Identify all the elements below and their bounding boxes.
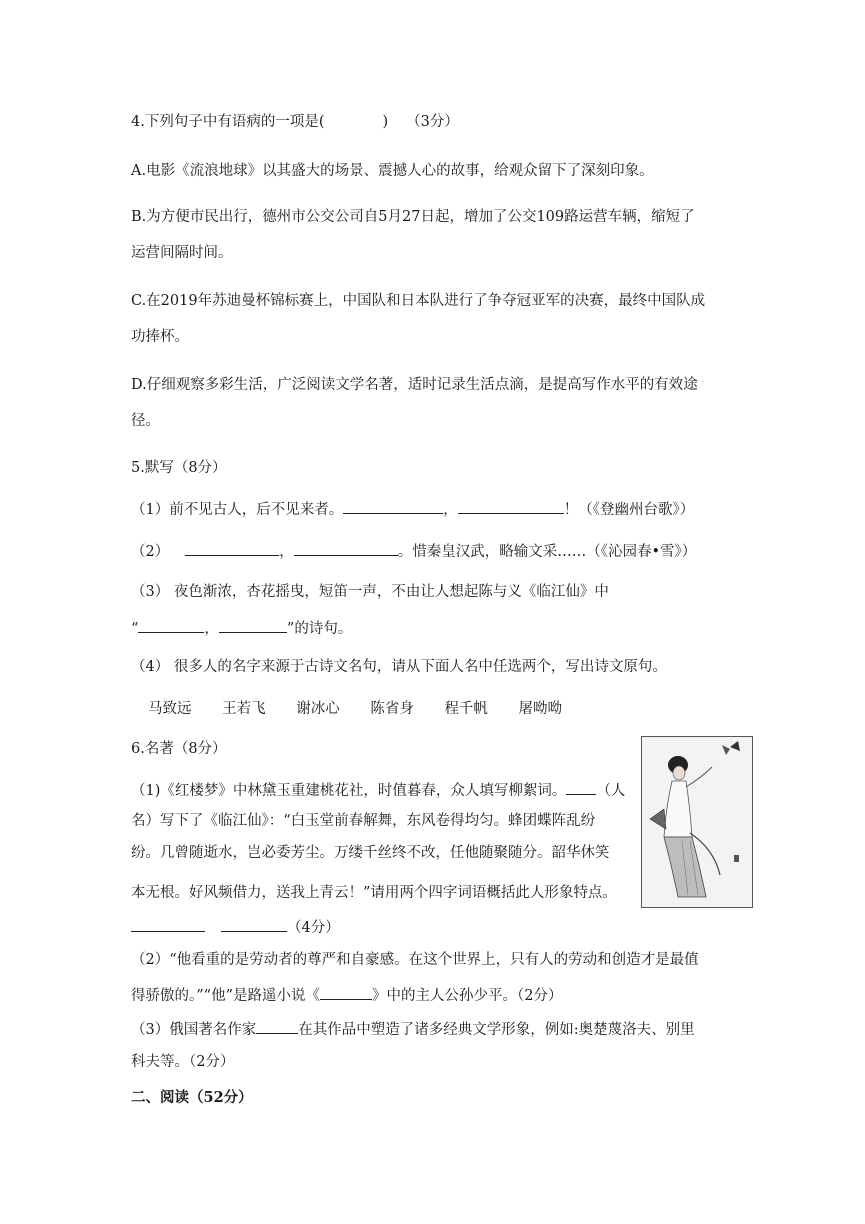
q5-title: 5.默写（8分） xyxy=(131,460,227,476)
q4-title-text: 4.下列句子中有语病的一项是( xyxy=(131,114,325,130)
q5-item4: （4） 很多人的名字来源于古诗文名句，请从下面人名中任选两个，写出诗文原句。 xyxy=(131,659,667,675)
q5-item3-blank1[interactable] xyxy=(138,618,204,633)
q5-item3-line2 xyxy=(131,618,352,639)
name-item: 王若飞 xyxy=(222,701,266,717)
q6-title: 6.名著（8分） xyxy=(131,741,227,757)
q5-item2-label: （2） xyxy=(131,544,170,560)
q5-item2 xyxy=(131,541,696,562)
q6-p3-line1 xyxy=(131,1019,695,1040)
q6-p1-line1 xyxy=(131,780,625,801)
q6-p1-text-end: （人 xyxy=(596,783,626,799)
q5-item1-blank1[interactable] xyxy=(343,499,443,514)
q6-p1-line5 xyxy=(131,917,340,938)
q5-item3-line1: （3） 夜色渐浓，杏花摇曳，短笛一声，不由让人想起陈与义《临江仙》中 xyxy=(131,584,609,600)
q5-names-list xyxy=(148,699,588,719)
q5-item1-blank2[interactable] xyxy=(458,499,564,514)
q5-item1 xyxy=(131,499,694,520)
q6-p1-score: （4分） xyxy=(287,920,340,936)
name-item: 谢冰心 xyxy=(296,701,340,717)
q4-title-close: ) xyxy=(382,114,389,130)
name-item: 程千帆 xyxy=(444,701,488,717)
q6-p3-tail: 在其作品中塑造了诸多经典文学形象，例如:奥楚蔑洛夫、别里 xyxy=(298,1022,695,1038)
q6-p1-trait-blank1[interactable] xyxy=(131,917,205,932)
q5-item2-source: 。惜秦皇汉武，略输文采……（《沁园春•雪》） xyxy=(397,544,697,560)
q4-option-c-line1: C.在2019年苏迪曼杯锦标赛上，中国队和日本队进行了争夺冠亚军的决赛，最终中国队成 xyxy=(131,293,706,309)
q6-p1-line3: 纷。几曾随逝水，岂必委芳尘。万缕千丝终不改，任他随聚随分。韶华休笑 xyxy=(131,845,610,861)
q4-option-b-line2: 运营间隔时间。 xyxy=(131,245,233,261)
q5-item1-source: ！（《登幽州台歌》） xyxy=(563,502,695,518)
q6-p3-text: （3）俄国著名作家 xyxy=(131,1022,257,1038)
name-item: 屠呦呦 xyxy=(518,701,563,717)
q5-item1-text: （1）前不见古人，后不见来者。 xyxy=(131,502,344,518)
q5-item2-blank1[interactable] xyxy=(185,541,279,556)
q4-option-c-line2: 功捧杯。 xyxy=(131,329,189,345)
q6-p2-line1: （2）“他看重的是劳动者的尊严和自豪感。在这个世界上，只有人的劳动和创造才是最值 xyxy=(131,952,699,968)
q5-item3-quote-open: “ xyxy=(131,621,139,637)
q4-option-d-line1: D.仔细观察多彩生活，广泛阅读文学名著，适时记录生活点滴，是提高写作水平的有效途 xyxy=(131,377,698,393)
q5-item3-tail: ”的诗句。 xyxy=(286,621,353,637)
q5-item3-blank2[interactable] xyxy=(219,618,287,633)
q5-item2-blank2[interactable] xyxy=(294,541,398,556)
q6-p1-line2: 名）写下了《临江仙》：“白玉堂前春解舞，东风卷得均匀。蜂团蝶阵乱纷 xyxy=(131,813,596,829)
q4-option-a: A.电影《流浪地球》以其盛大的场景、震撼人心的故事，给观众留下了深刻印象。 xyxy=(131,163,654,179)
q4-score: （3分） xyxy=(406,114,459,130)
q6-p1-name-blank[interactable] xyxy=(566,780,596,795)
q6-p2-line2 xyxy=(131,985,562,1006)
section2-heading: 二、阅读（52分） xyxy=(131,1089,253,1106)
q5-item2-sep: ， xyxy=(279,544,294,560)
name-item: 陈省身 xyxy=(370,701,414,717)
q6-p1-trait-blank2[interactable] xyxy=(221,917,287,932)
q6-p1-line4: 本无根。好风频借力，送我上青云！”请用两个四字词语概括此人形象特点。 xyxy=(131,885,617,901)
q4-option-d-line2: 径。 xyxy=(131,413,160,429)
lin-daiyu-illustration xyxy=(641,736,753,908)
q6-p1-text: （1)《红楼梦》中林黛玉重建桃花社，时值暮春，众人填写柳絮词。 xyxy=(131,783,567,799)
q6-p3-line2: 科夫等。（2分） xyxy=(131,1054,235,1070)
q4-title xyxy=(131,112,459,132)
name-item: 马致远 xyxy=(148,701,192,717)
q6-p2-tail: 》中的主人公孙少平。（2分） xyxy=(372,988,563,1004)
q6-p2-novel-blank[interactable] xyxy=(320,985,372,1000)
q5-item3-sep: ， xyxy=(204,621,219,637)
q6-p2-text: 得骄傲的。”“他”是路遥小说《 xyxy=(131,988,320,1004)
q6-p3-author-blank[interactable] xyxy=(256,1019,298,1034)
illustration-drawing xyxy=(642,737,752,907)
q5-item1-sep: ， xyxy=(443,502,458,518)
q4-option-b-line1: B.为方便市民出行，德州市公交公司自5月27日起，增加了公交109路运营车辆，缩短了 xyxy=(131,209,695,225)
